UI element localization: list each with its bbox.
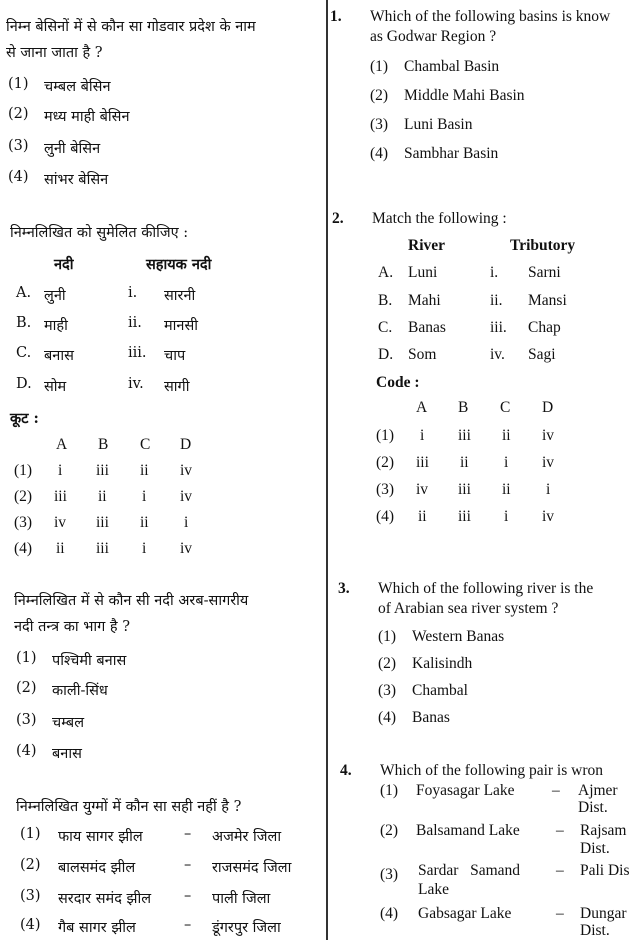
code-value: ii	[56, 540, 65, 557]
code-option-number: (3)	[376, 481, 395, 498]
question-text: निम्नलिखित युग्मों में कौन सा सही नहीं है ?	[16, 799, 242, 815]
option-number: (1)	[380, 782, 399, 799]
option-number: (1)	[16, 650, 37, 666]
column-header: Tributory	[510, 237, 576, 254]
column-header: सहायक नदी	[146, 256, 212, 273]
option-number: (1)	[378, 628, 397, 645]
code-value: ii	[502, 427, 511, 444]
match-letter: D.	[378, 346, 394, 363]
option-text: पश्चिमी बनास	[52, 653, 127, 669]
dash: –	[556, 862, 564, 879]
code-value: iv	[54, 514, 67, 531]
code-value: iv	[542, 508, 555, 525]
code-value: ii	[502, 481, 511, 498]
option-text: लुनी बेसिन	[44, 141, 101, 157]
code-value: i	[58, 462, 63, 479]
question-text: Match the following :	[372, 210, 507, 227]
code-header: A	[56, 436, 68, 453]
option-number: (2)	[8, 106, 29, 122]
option-text: Chambal Basin	[404, 58, 500, 75]
lake-name: Gabsagar Lake	[418, 905, 512, 922]
code-value: iv	[542, 454, 555, 471]
lake-name: गैब सागर झील	[58, 920, 136, 936]
option-number: (1)	[370, 58, 389, 75]
option-number: (2)	[378, 655, 397, 672]
option-number: (2)	[16, 680, 37, 696]
district-name: पाली जिला	[212, 891, 271, 907]
question-text: निम्नलिखित में से कौन सी नदी अरब-सागरीय	[14, 593, 249, 609]
code-value: ii	[418, 508, 427, 525]
district-name: Dungar	[580, 905, 627, 922]
district-suffix: Dist.	[580, 922, 610, 939]
option-number: (4)	[16, 743, 37, 759]
code-label: Code :	[376, 374, 420, 391]
lake-name-continued: Lake	[418, 881, 449, 898]
match-letter: A.	[16, 285, 32, 301]
question-text: Which of the following basins is know	[370, 8, 611, 25]
code-value: ii	[140, 462, 149, 479]
river-name: माही	[44, 318, 68, 334]
option-number: (1)	[20, 826, 41, 842]
tributary-name: चाप	[164, 348, 186, 364]
option-number: (1)	[8, 76, 29, 92]
district-name: Rajsam	[580, 822, 627, 839]
tributary-name: सागी	[164, 379, 190, 395]
code-value: i	[504, 454, 509, 471]
option-text: Kalisindh	[412, 655, 473, 672]
lake-name: Balsamand Lake	[416, 822, 520, 839]
code-option-number: (1)	[376, 427, 395, 444]
code-value: iii	[458, 427, 471, 444]
option-number: (3)	[16, 712, 37, 728]
code-header: D	[180, 436, 192, 453]
question-number: 4.	[340, 762, 352, 779]
code-value: ii	[140, 514, 149, 531]
column-header: नदी	[54, 256, 74, 273]
match-letter: A.	[378, 264, 394, 281]
code-value: iii	[458, 481, 471, 498]
code-value: iii	[458, 508, 471, 525]
code-value: i	[184, 514, 189, 531]
match-numeral: iii.	[128, 345, 147, 361]
district-name: Ajmer	[578, 782, 618, 799]
match-letter: B.	[16, 315, 32, 331]
option-text: Banas	[412, 709, 450, 726]
match-letter: C.	[16, 345, 32, 361]
option-text: Luni Basin	[404, 116, 473, 133]
match-letter: C.	[378, 319, 393, 336]
code-value: i	[546, 481, 551, 498]
option-text: Middle Mahi Basin	[404, 87, 525, 104]
tributary-name: Chap	[528, 319, 561, 336]
lake-name: सरदार समंद झील	[58, 891, 152, 907]
tributary-name: Mansi	[528, 292, 567, 309]
question-text: as Godwar Region ?	[370, 28, 497, 45]
river-name: Banas	[408, 319, 446, 336]
code-option-number: (3)	[14, 514, 33, 531]
code-value: iv	[416, 481, 429, 498]
question-text: से जाना जाता है ?	[6, 45, 103, 61]
option-number: (4)	[20, 917, 41, 933]
code-value: ii	[460, 454, 469, 471]
option-number: (4)	[378, 709, 397, 726]
dash: –	[184, 888, 192, 904]
district-name: Pali Dis	[580, 862, 630, 879]
tributary-name: मानसी	[164, 318, 199, 334]
match-letter: B.	[378, 292, 393, 309]
dash: –	[184, 917, 192, 933]
river-name: Som	[408, 346, 437, 363]
question-text: नदी तन्त्र का भाग है ?	[14, 619, 131, 635]
code-value: i	[142, 540, 147, 557]
option-number: (3)	[370, 116, 389, 133]
option-number: (4)	[8, 169, 29, 185]
dash: –	[556, 822, 564, 839]
option-number: (2)	[370, 87, 389, 104]
dash: –	[184, 826, 192, 842]
code-value: iv	[542, 427, 555, 444]
code-header: A	[416, 399, 428, 416]
option-number: (4)	[370, 145, 389, 162]
code-value: i	[504, 508, 509, 525]
river-name: Luni	[408, 264, 438, 281]
code-header: D	[542, 399, 554, 416]
option-text: चम्बल	[52, 715, 85, 731]
option-text: चम्बल बेसिन	[44, 79, 111, 95]
dash: –	[184, 857, 192, 873]
option-number: (3)	[378, 682, 397, 699]
option-number: (2)	[380, 822, 399, 839]
code-option-number: (1)	[14, 462, 33, 479]
option-number: (3)	[380, 866, 399, 883]
match-numeral: iv.	[490, 346, 505, 363]
lake-name: बालसमंद झील	[58, 860, 136, 876]
tributary-name: Sagi	[528, 346, 556, 363]
river-name: Mahi	[408, 292, 441, 309]
code-value: i	[142, 488, 147, 505]
code-value: iii	[96, 462, 109, 479]
code-value: iii	[54, 488, 67, 505]
match-letter: D.	[16, 376, 32, 392]
match-numeral: iv.	[128, 376, 144, 392]
question-text: Which of the following pair is wron	[380, 762, 603, 779]
match-numeral: ii.	[128, 315, 142, 331]
option-text: मध्य माही बेसिन	[44, 109, 130, 125]
option-number: (3)	[8, 138, 29, 154]
river-name: लुनी	[44, 288, 66, 304]
district-name: डूंगरपुर जिला	[212, 920, 281, 936]
question-text: निम्नलिखित को सुमेलित कीजिए :	[10, 225, 189, 241]
tributary-name: Sarni	[528, 264, 561, 281]
question-number: 1.	[330, 8, 342, 25]
code-option-number: (2)	[14, 488, 33, 505]
question-text: of Arabian sea river system ?	[378, 600, 559, 617]
code-header: B	[98, 436, 109, 453]
option-number: (2)	[20, 857, 41, 873]
code-label: कूट :	[10, 410, 39, 427]
match-numeral: i.	[490, 264, 499, 281]
question-text: निम्न बेसिनों में से कौन सा गोडवार प्रदेश के नाम	[6, 19, 256, 35]
district-suffix: Dist.	[580, 840, 610, 857]
district-name: राजसमंद जिला	[212, 860, 292, 876]
code-value: i	[420, 427, 425, 444]
code-value: iv	[180, 462, 193, 479]
code-header: C	[500, 399, 511, 416]
option-number: (3)	[20, 888, 41, 904]
code-option-number: (2)	[376, 454, 395, 471]
code-value: iii	[96, 540, 109, 557]
column-divider	[326, 0, 328, 940]
option-text: Chambal	[412, 682, 468, 699]
tributary-name: सारनी	[164, 288, 196, 304]
question-number: 3.	[338, 580, 350, 597]
code-value: ii	[98, 488, 107, 505]
code-value: iv	[180, 540, 193, 557]
column-header: River	[408, 237, 446, 254]
river-name: बनास	[44, 348, 74, 364]
code-value: iii	[96, 514, 109, 531]
code-option-number: (4)	[376, 508, 395, 525]
dash: –	[556, 905, 564, 922]
lake-name: Sardar Samand	[418, 862, 521, 879]
match-numeral: iii.	[490, 319, 507, 336]
district-suffix: Dist.	[578, 799, 608, 816]
option-text: बनास	[52, 746, 82, 762]
code-header: B	[458, 399, 469, 416]
river-name: सोम	[44, 379, 67, 395]
lake-name: Foyasagar Lake	[416, 782, 515, 799]
question-number: 2.	[332, 210, 344, 227]
code-header: C	[140, 436, 151, 453]
option-text: काली-सिंध	[52, 683, 108, 699]
match-numeral: ii.	[490, 292, 503, 309]
option-text: सांभर बेसिन	[44, 172, 109, 188]
district-name: अजमेर जिला	[212, 829, 282, 845]
option-text: Western Banas	[412, 628, 505, 645]
code-value: iv	[180, 488, 193, 505]
lake-name: फाय सागर झील	[58, 829, 143, 845]
option-number: (4)	[380, 905, 399, 922]
dash: –	[552, 782, 560, 799]
question-text: Which of the following river is the	[378, 580, 594, 597]
match-numeral: i.	[128, 285, 138, 301]
code-value: iii	[416, 454, 429, 471]
code-option-number: (4)	[14, 540, 33, 557]
option-text: Sambhar Basin	[404, 145, 499, 162]
